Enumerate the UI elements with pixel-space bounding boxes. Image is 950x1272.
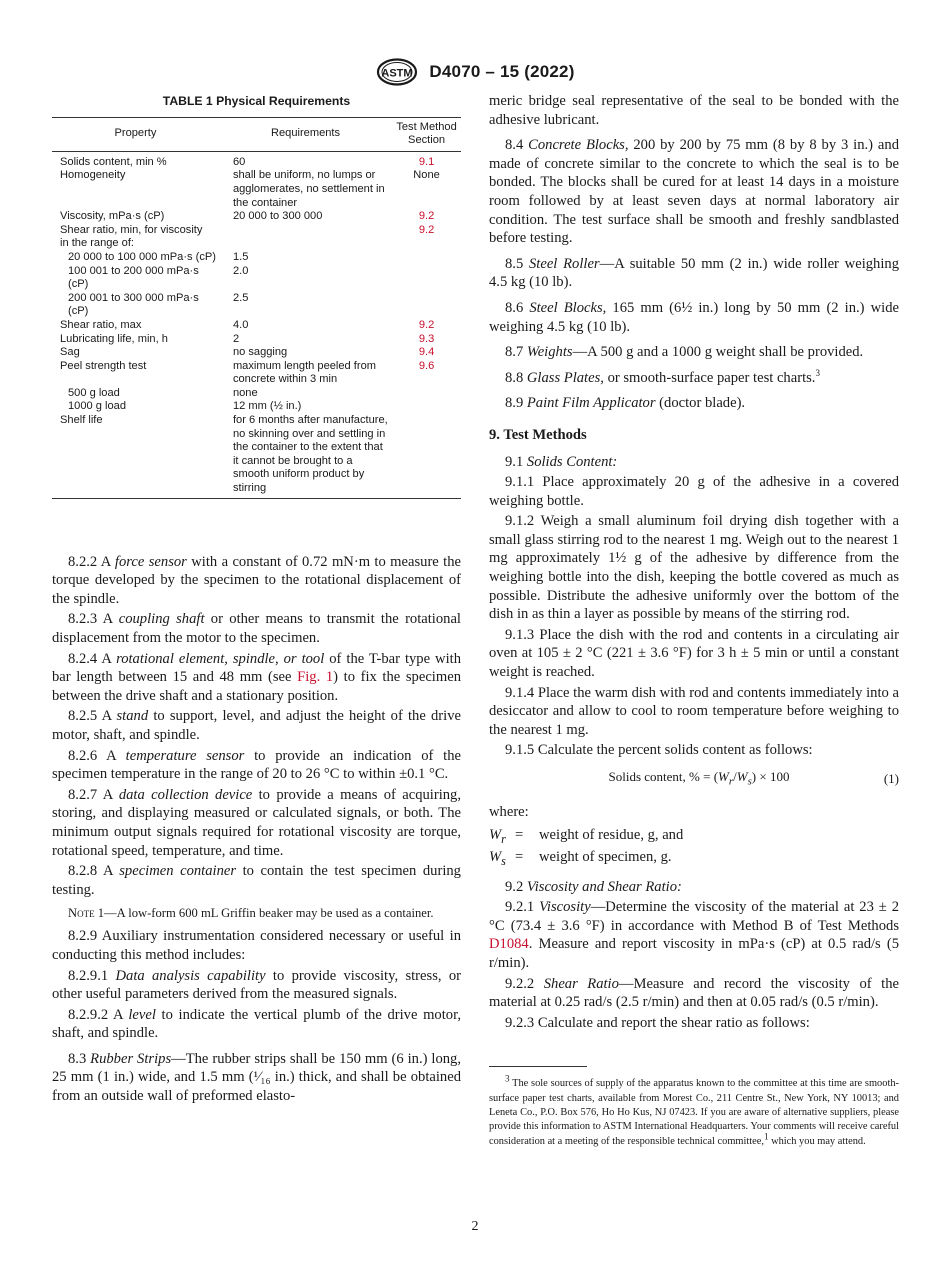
cell-test-method-section[interactable]: 9.2 xyxy=(418,223,435,236)
para-9-2-3: 9.2.3 Calculate and report the shear ratio as follows: xyxy=(505,1014,810,1031)
para-9-1-3: 9.1.3 Place the dish with the rod and contents in a circulating air oven at 105 ± 2 °C (221 ± 3.6 °F) for 3 h ± 5 min or until a constant weight is reached. xyxy=(489,626,899,681)
cell-requirement: no sagging xyxy=(232,346,288,359)
cell-property: in the range of: xyxy=(60,237,135,250)
cell-property: Peel strength test xyxy=(60,359,147,372)
table-row xyxy=(52,319,461,333)
table-row xyxy=(52,333,461,347)
variable-definitions xyxy=(489,826,899,870)
note-1: Note 1—A low-form 600 mL Griffin beaker may be used as a container. xyxy=(68,906,434,921)
para-9-2: 9.2 Viscosity and Shear Ratio: xyxy=(505,878,682,895)
table-row xyxy=(52,360,461,387)
para-9-1: 9.1 Solids Content: xyxy=(505,453,618,470)
physical-requirements-table xyxy=(52,117,461,499)
right-column xyxy=(489,92,899,1149)
table-row xyxy=(52,237,461,251)
cell-requirement: shall be uniform, no lumps or agglomerates, no settlement in the container xyxy=(232,169,385,209)
cell-requirement: for 6 months after manufacture, no skinning over and settling in the container to the extent that it cannot be brought to a smooth uniform product by stirring xyxy=(219,414,392,498)
para-8-2-2: 8.2.2 A force sensor with a constant of 0.72 mN·m to measure the torque developed by the specimen to the rotational displacement of the spindle. xyxy=(52,553,462,607)
table-header-row xyxy=(52,117,461,151)
cell-test-method-section: None xyxy=(413,169,440,182)
para-8-2-8: 8.2.8 A specimen container to contain the test specimen during testing. xyxy=(52,863,461,898)
para-9-1-1: 9.1.1 Place approximately 20 g of the adhesive in a covered weighing bottle. xyxy=(489,474,899,509)
cell-test-method-section xyxy=(392,400,461,414)
para-8-2-9-2: 8.2.9.2 A level to indicate the vertical plumb of the drive motor, shaft, and spindle. xyxy=(52,1006,462,1042)
equation-1 xyxy=(489,768,899,791)
para-9-1-5: 9.1.5 Calculate the percent solids content as follows: xyxy=(505,742,813,759)
cell-test-method-section xyxy=(392,265,461,292)
table-row xyxy=(52,414,461,498)
table-row xyxy=(52,400,461,414)
section-9-heading: 9. Test Methods xyxy=(489,426,587,443)
cell-requirement: 12 mm (½ in.) xyxy=(232,400,302,413)
cell-requirement: 2.5 xyxy=(232,291,249,304)
header-test-method-section: Test Method Section xyxy=(392,117,461,151)
table-row xyxy=(52,346,461,360)
cell-test-method-section[interactable]: 9.6 xyxy=(418,359,435,372)
astm-logo xyxy=(375,58,419,86)
equation-number: (1) xyxy=(883,771,899,787)
table-row xyxy=(52,251,461,265)
left-column xyxy=(52,92,461,1108)
definition-wr: $W_r$ = weight of residue, g, and xyxy=(489,826,684,846)
table-row xyxy=(52,224,461,238)
cell-requirement: 20 000 to 300 000 xyxy=(232,210,323,223)
table-row xyxy=(52,151,461,169)
cell-property: 100 001 to 200 000 mPa·s (cP) xyxy=(68,264,199,291)
para-9-2-2: 9.2.2 Shear Ratio—Measure and record the viscosity of the material at 0.25 rad/s (2.5 r/min) and then at 0.05 rad/s (0.5 r/min). xyxy=(489,975,899,1011)
para-9-2-1: 9.2.1 Viscosity—Determine the viscosity of the material at 23 ± 2 °C (73.4 ± 3.6 °F) in accordance with Method B of Test Methods D1084. Measure and report viscosity in mPa·s (cP) at 0.5 rad/s (5 r/min). xyxy=(489,899,899,971)
cell-requirement: 2.0 xyxy=(232,264,249,277)
cell-property: 500 g load xyxy=(68,386,120,399)
para-8-2-7: 8.2.7 A data collection device to provide a means of acquiring, storing, and displaying measured or calculated signals, or both. The minimum output signals required for rotational viscosity are torque, rotational speed, temperature, and time. xyxy=(52,786,461,859)
para-9-1-2: 9.1.2 Weigh a small aluminum foil drying dish together with a small glass stirring rod to the nearest 1 mg. Weigh out to the nearest 1 mg approximately 1½ g of the adhesive by difference from the weighing bottle into the dish, keeping the bottle covered as much as possible. Distribute the adhesive uniformly over the bottom of the dish in as thin a layer as possible by means of the stirring rod. xyxy=(489,513,899,623)
cell-property: Shear ratio, min, for viscosity xyxy=(60,223,203,236)
cell-requirement: 4.0 xyxy=(232,318,249,331)
cell-test-method-section[interactable]: 9.3 xyxy=(418,332,435,345)
page-header xyxy=(0,58,950,86)
cell-requirement xyxy=(219,237,392,251)
document-designation: D4070 – 15 (2022) xyxy=(429,62,575,81)
cell-requirement: 1.5 xyxy=(232,250,249,263)
svg-text:ASTM: ASTM xyxy=(381,67,413,80)
cell-requirement: 60 xyxy=(232,155,246,168)
para-8-6: 8.6 Steel Blocks, 165 mm (6½ in.) long by 50 mm (2 in.) wide weighing 4.5 kg (10 lb). xyxy=(489,299,899,335)
table-row xyxy=(52,292,461,319)
cell-property: Sag xyxy=(60,346,80,359)
cell-requirement: 2 xyxy=(232,332,240,345)
cell-test-method-section xyxy=(392,237,461,251)
cell-property: Solids content, min % xyxy=(60,155,167,168)
cell-property: 200 001 to 300 000 mPa·s (cP) xyxy=(68,291,199,318)
header-requirements: Requirements xyxy=(219,117,392,151)
cell-test-method-section xyxy=(392,251,461,265)
where-label: where: xyxy=(489,804,529,821)
fig-1-link[interactable]: Fig. 1 xyxy=(297,669,334,686)
cell-test-method-section[interactable]: 9.2 xyxy=(418,318,435,331)
cell-test-method-section xyxy=(392,292,461,319)
d1084-link[interactable]: D1084 xyxy=(489,936,529,953)
para-8-2-4: 8.2.4 A rotational element, spindle, or tool of the T-bar type with bar length between 15 and 48 mm (see Fig. 1) to fix the specimen between the drive shaft and a stationary position. xyxy=(52,650,461,704)
equation-expression: Solids content, % = $(W_r/W_s) \times 100$ xyxy=(608,769,790,788)
para-9-1-4: 9.1.4 Place the warm dish with rod and contents immediately into a desiccator and allow to cool to room temperature before weighing to the nearest 1 mg. xyxy=(489,684,899,738)
page-number: 2 xyxy=(471,1219,479,1234)
para-8-8: 8.8 Glass Plates, or smooth-surface paper test charts.$^3$ xyxy=(505,367,820,386)
para-8-2-9-1: 8.2.9.1 Data analysis capability to provide viscosity, stress, or other useful parameters derived from the measured signals. xyxy=(52,967,462,1003)
para-8-2-3: 8.2.3 A coupling shaft or other means to transmit the rotational displacement from the motor to the specimen. xyxy=(52,611,461,646)
table-row xyxy=(52,387,461,401)
cell-test-method-section[interactable]: 9.1 xyxy=(418,155,435,168)
definition-ws: $W_s$ = weight of specimen, g. xyxy=(489,848,672,868)
cell-test-method-section xyxy=(392,387,461,401)
footnote-3: $^3$ The sole sources of supply of the apparatus known to the committee at this time are smooth-surface paper test charts, available from Morest Co., 211 Centre St., New York, NY 10013; and Leneta Co., P.O. Box 576, Ho Ho Kus, NJ 07423. If you are aware of alternative suppliers, please provide this information to ASTM International Headquarters. Your comments will receive careful consideration at a meeting of the responsible technical committee,$^1$ which you may attend. xyxy=(489,1073,899,1147)
cell-property: Lubricating life, min, h xyxy=(60,332,168,345)
cell-property: Shelf life xyxy=(52,414,219,498)
table-caption: TABLE 1 Physical Requirements xyxy=(162,94,351,108)
para-8-2-9: 8.2.9 Auxiliary instrumentation considered necessary or useful in conducting this method includes: xyxy=(52,928,461,963)
cell-test-method-section xyxy=(392,414,461,498)
para-8-2-5: 8.2.5 A stand to support, level, and adjust the height of the drive motor, shaft, and spindle. xyxy=(52,708,461,743)
para-8-7: 8.7 Weights—A 500 g and a 1000 g weight shall be provided. xyxy=(505,344,864,361)
table-row xyxy=(52,169,461,210)
cell-requirement: maximum length peeled from concrete within 3 min xyxy=(232,359,376,386)
cell-property: Homogeneity xyxy=(60,169,126,182)
header-property: Property xyxy=(52,117,219,151)
cell-test-method-section[interactable]: 9.4 xyxy=(418,346,435,359)
para-8-2-6: 8.2.6 A temperature sensor to provide an indication of the specimen temperature in the range of 20 to 26 °C to within ±0.1 °C. xyxy=(52,747,461,783)
footnote-divider xyxy=(489,1066,587,1067)
para-8-3-continued: meric bridge seal representative of the seal to be bonded with the adhesive lubricant. xyxy=(489,93,899,128)
para-8-5: 8.5 Steel Roller—A suitable 50 mm (2 in.) wide roller weighing 4.5 kg (10 lb). xyxy=(489,255,899,291)
footnote-ref-3[interactable]: 3 xyxy=(815,367,820,378)
cell-property: 20 000 to 100 000 mPa·s (cP) xyxy=(68,250,216,263)
cell-property: Shear ratio, max xyxy=(60,318,142,331)
cell-requirement xyxy=(219,224,392,238)
cell-test-method-section[interactable]: 9.2 xyxy=(418,210,435,223)
cell-property: Viscosity, mPa·s (cP) xyxy=(60,210,165,223)
cell-requirement: none xyxy=(232,386,258,399)
para-8-3: 8.3 Rubber Strips—The rubber strips shall be 150 mm (6 in.) long, 25 mm (1 in.) wide, and 1.5 mm (¹⁄₁₆ in.) thick, and shall be obtained from an outside wall of preformed elasto- xyxy=(52,1050,462,1105)
cell-property: 1000 g load xyxy=(68,400,126,413)
para-8-9: 8.9 Paint Film Applicator (doctor blade). xyxy=(505,395,746,412)
table-row xyxy=(52,210,461,224)
para-8-4: 8.4 Concrete Blocks, 200 by 200 by 75 mm (8 by 8 by 3 in.) and made of concrete similar to the concrete to which the seal is to be bonded. The blocks shall be cured for at least 14 days in a moisture room followed by at least seven days at normal laboratory air condition. The test surface shall be smooth and freshly sandblasted before testing. xyxy=(489,137,899,247)
table-row xyxy=(52,265,461,292)
